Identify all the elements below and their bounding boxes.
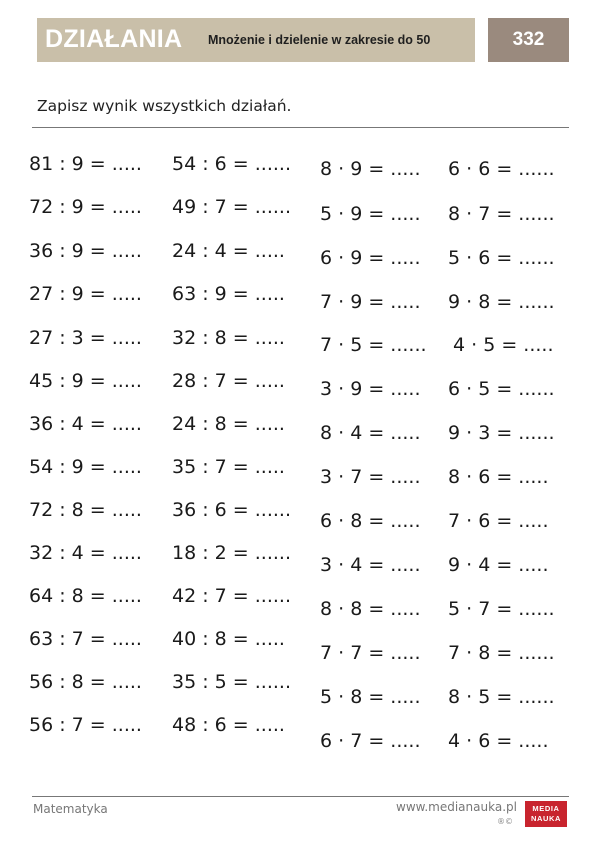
exercise: 48 : 6 = ..... <box>172 714 285 736</box>
header-title: DZIAŁANIA <box>45 25 183 53</box>
exercise: 7 · 5 = ...... <box>320 334 427 356</box>
exercise: 63 : 7 = ..... <box>29 628 142 650</box>
exercise: 45 : 9 = ..... <box>29 370 142 392</box>
exercise: 7 · 7 = ..... <box>320 642 421 664</box>
exercise: 35 : 7 = ..... <box>172 456 285 478</box>
exercise: 56 : 7 = ..... <box>29 714 142 736</box>
exercise: 28 : 7 = ..... <box>172 370 285 392</box>
divider-top <box>32 127 569 128</box>
exercise: 40 : 8 = ..... <box>172 628 285 650</box>
divider-bottom <box>32 796 569 797</box>
exercise: 36 : 6 = ...... <box>172 499 291 521</box>
exercise: 64 : 8 = ..... <box>29 585 142 607</box>
logo-line-2: NAUKA <box>530 814 562 823</box>
exercise: 8 · 5 = ...... <box>448 686 555 708</box>
exercise: 8 · 7 = ...... <box>448 203 555 225</box>
exercise: 6 · 9 = ..... <box>320 247 421 269</box>
exercise: 35 : 5 = ...... <box>172 671 291 693</box>
exercise: 32 : 8 = ..... <box>172 327 285 349</box>
exercise: 5 · 9 = ..... <box>320 203 421 225</box>
exercise: 6 · 6 = ...... <box>448 158 555 180</box>
footer-subject: Matematyka <box>33 802 108 816</box>
exercise: 36 : 4 = ..... <box>29 413 142 435</box>
page-number-box <box>488 18 569 62</box>
exercise: 42 : 7 = ...... <box>172 585 291 607</box>
exercise: 72 : 8 = ..... <box>29 499 142 521</box>
exercise: 9 · 8 = ...... <box>448 291 555 313</box>
footer-copyright: ®© <box>497 817 513 826</box>
exercise: 4 · 6 = ..... <box>448 730 549 752</box>
exercise: 27 : 9 = ..... <box>29 283 142 305</box>
exercise: 72 : 9 = ..... <box>29 196 142 218</box>
exercise: 4 · 5 = ..... <box>453 334 554 356</box>
exercise: 36 : 9 = ..... <box>29 240 142 262</box>
exercise: 54 : 9 = ..... <box>29 456 142 478</box>
header-title-bar <box>37 18 475 62</box>
exercise: 3 · 4 = ..... <box>320 554 421 576</box>
footer-url[interactable]: www.medianauka.pl <box>396 800 517 814</box>
exercise: 8 · 6 = ..... <box>448 466 549 488</box>
exercise: 7 · 9 = ..... <box>320 291 421 313</box>
exercise: 81 : 9 = ..... <box>29 153 142 175</box>
exercise: 63 : 9 = ..... <box>172 283 285 305</box>
exercise: 6 · 5 = ...... <box>448 378 555 400</box>
exercise: 9 · 4 = ..... <box>448 554 549 576</box>
exercise: 8 · 4 = ..... <box>320 422 421 444</box>
exercise: 56 : 8 = ..... <box>29 671 142 693</box>
exercise: 8 · 8 = ..... <box>320 598 421 620</box>
exercise: 5 · 7 = ...... <box>448 598 555 620</box>
exercise: 54 : 6 = ...... <box>172 153 291 175</box>
exercise: 18 : 2 = ...... <box>172 542 291 564</box>
exercise: 6 · 7 = ..... <box>320 730 421 752</box>
instruction-text: Zapisz wynik wszystkich działań. <box>37 97 292 115</box>
header-subtitle: Mnożenie i dzielenie w zakresie do 50 <box>208 33 431 47</box>
exercise: 6 · 8 = ..... <box>320 510 421 532</box>
logo-line-1: MEDIA <box>532 804 560 813</box>
exercise: 9 · 3 = ...... <box>448 422 555 444</box>
medianauka-logo <box>525 801 567 827</box>
exercise: 7 · 6 = ..... <box>448 510 549 532</box>
exercise: 3 · 7 = ..... <box>320 466 421 488</box>
exercise: 5 · 8 = ..... <box>320 686 421 708</box>
exercise: 7 · 8 = ...... <box>448 642 555 664</box>
exercise: 32 : 4 = ..... <box>29 542 142 564</box>
exercise: 49 : 7 = ...... <box>172 196 291 218</box>
exercise: 27 : 3 = ..... <box>29 327 142 349</box>
exercise: 3 · 9 = ..... <box>320 378 421 400</box>
exercise: 24 : 8 = ..... <box>172 413 285 435</box>
exercise: 5 · 6 = ...... <box>448 247 555 269</box>
exercise: 8 · 9 = ..... <box>320 158 421 180</box>
exercise: 24 : 4 = ..... <box>172 240 285 262</box>
page-number: 332 <box>512 29 545 50</box>
